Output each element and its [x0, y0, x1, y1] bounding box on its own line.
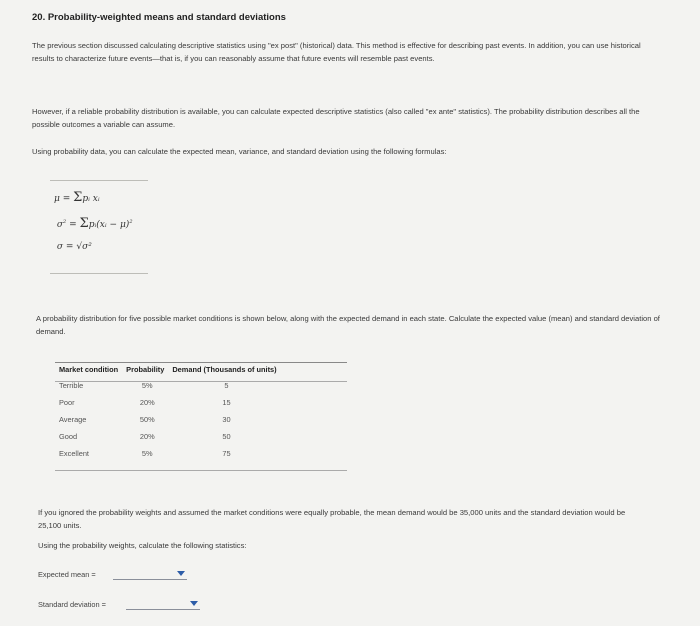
variance-formula: $\sigma^2$ = Σpᵢ(xᵢ − μ)$^2$	[56, 216, 133, 231]
table-row: Good 20% 50	[59, 432, 231, 441]
ex-ante-paragraph: However, if a reliable probability distribution is available, you can calculate expected descriptive statistics (also called "ex ante" statistics). The probability distribution describes all the possible outcomes a variable can assume.	[32, 107, 640, 129]
table-row: Terrible 5% 5	[59, 381, 229, 390]
table-row: Excellent 5% 75	[59, 449, 231, 458]
table-row: Average 50% 30	[59, 415, 231, 424]
col-market-condition: Market condition	[59, 365, 119, 374]
equal-probability-paragraph: If you ignored the probability weights and assumed the market conditions were equally probable, the mean demand would be 35,000 units and the standard deviation would be 25,100 units.	[38, 508, 626, 530]
expected-mean-label: Expected mean =	[38, 570, 96, 579]
formula-block	[54, 190, 133, 268]
calculate-prompt: Using the probability weights, calculate the following statistics:	[38, 541, 247, 550]
col-demand: Demand (Thousands of units)	[172, 365, 277, 374]
formula-bottom-rule	[50, 273, 148, 274]
table-row: Poor 20% 15	[59, 398, 231, 407]
table-bottom-rule	[55, 470, 347, 471]
page-title: 20. Probability-weighted means and standard deviations	[32, 12, 286, 23]
expected-mean-dropdown[interactable]	[113, 569, 187, 580]
mean-formula: μ = Σpᵢ xᵢ	[54, 190, 100, 205]
probability-table	[57, 363, 283, 462]
chevron-down-icon	[177, 571, 185, 576]
sd-formula: σ = √σ²	[56, 242, 92, 252]
formulas-intro: Using probability data, you can calculate the expected mean, variance, and standard deviation using the following formulas:	[32, 147, 447, 156]
std-dev-label: Standard deviation =	[38, 600, 107, 609]
intro-paragraph: The previous section discussed calculating descriptive statistics using "ex post" (historical) data. This method is effective for describing past events. In addition, you can use historical results to characterize future events—that is, if you can reasonably assume that future events will resemble past events.	[32, 41, 641, 63]
formula-top-rule	[50, 180, 148, 181]
chevron-down-icon	[190, 601, 198, 606]
std-dev-dropdown[interactable]	[126, 599, 200, 610]
distribution-paragraph: A probability distribution for five possible market conditions is shown below, along with the expected demand in each state. Calculate the expected value (mean) and standard deviation of demand.	[36, 314, 660, 336]
col-probability: Probability	[126, 365, 165, 374]
